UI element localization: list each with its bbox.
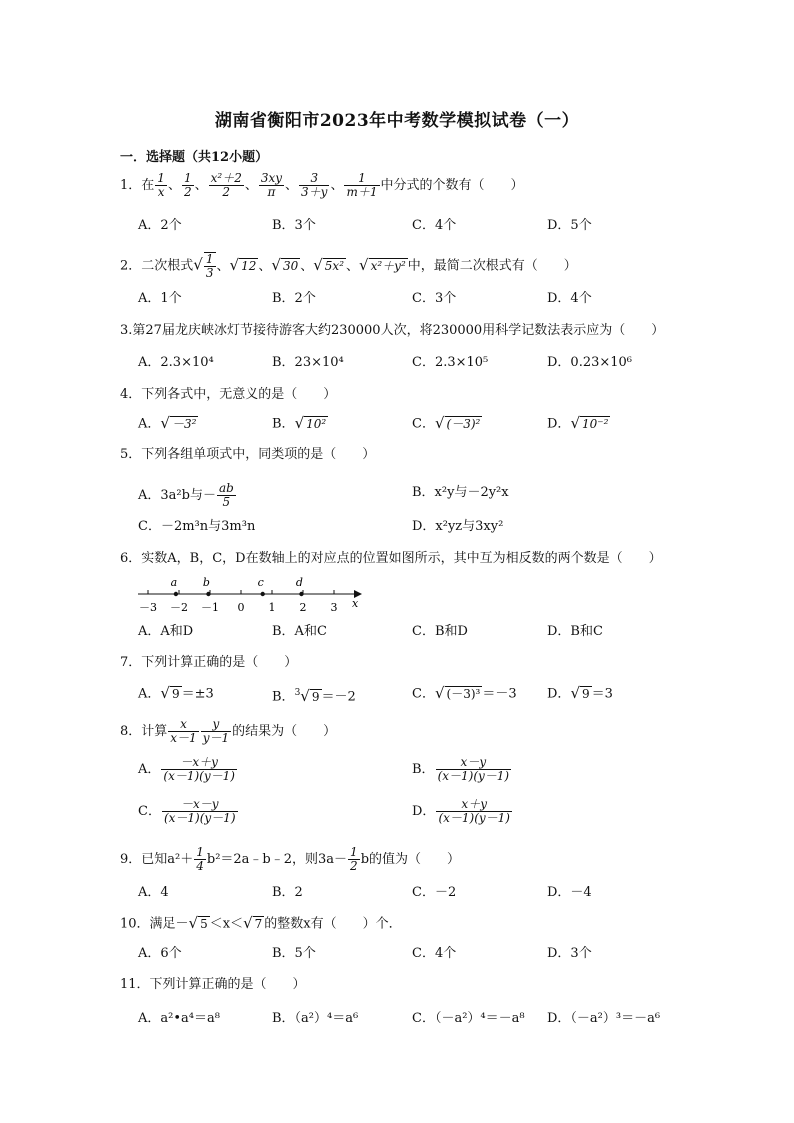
question-6: 6．实数A，B，C，D在数轴上的对应点的位置如图所示，其中互为相反数的两个数是（ ） [120, 551, 662, 566]
q1-fraction: $\frac{1}{m+1}$ [346, 171, 378, 199]
q1-fraction: $\frac{3}{3+y}$ [301, 171, 328, 199]
q2-stem: 中，最简二次根式有（ ） [407, 258, 577, 274]
q10-option-d[interactable]: D．3个 [547, 946, 592, 961]
q1-prefix: 在 [141, 178, 155, 193]
number-line-point-label: d [295, 576, 303, 589]
q4-option-c[interactable]: C．√ (－3)² [412, 414, 481, 432]
q2-radical: √ 5x² [313, 256, 345, 274]
separator: 、 [216, 258, 230, 274]
separator: 、 [244, 178, 258, 193]
q7-option-c[interactable]: C．√ (－3)³ ＝－3 [412, 684, 517, 702]
q8-option-c[interactable]: C． $\frac{-x-y}{(x-1)(y-1)}$ [138, 797, 236, 825]
q2-radical: √ 12 [229, 256, 257, 274]
number-line-axis-label: x [352, 597, 359, 610]
number-line-point [299, 592, 303, 596]
q2-option-c[interactable]: C．3个 [412, 291, 457, 306]
separator: 、 [285, 178, 299, 193]
q8-option-d[interactable]: D． $\frac{x+y}{(x-1)(y-1)}$ [412, 797, 510, 825]
q11-option-b[interactable]: B．（a²）⁴＝a⁶ [272, 1011, 359, 1026]
q3-option-a[interactable]: A．2.3×10⁴ [138, 355, 214, 370]
q1-fraction: $\frac{3xy}{\pi}$ [260, 171, 283, 199]
q5-option-b[interactable]: B．x²y与－2y²x [412, 485, 509, 500]
q4-option-d[interactable]: D．√ 10⁻² [547, 414, 609, 432]
q10-option-c[interactable]: C．4个 [412, 946, 457, 961]
number-line-point [206, 592, 210, 596]
section-heading: 一．选择题（共12小题） [120, 150, 269, 165]
q7-option-b[interactable]: B．$^3$√ 9 ＝－2 [272, 686, 356, 705]
q5-option-c[interactable]: C．－2m³n与3m³n [138, 519, 256, 534]
separator: 、 [330, 178, 344, 193]
q11-option-d[interactable]: D．（－a²）³＝－a⁶ [547, 1011, 661, 1026]
q9-option-d[interactable]: D．－4 [547, 885, 592, 900]
q2-number: 2． [120, 258, 142, 274]
q4-option-a[interactable]: A．√ －3² [138, 414, 197, 432]
number-line-point [261, 592, 265, 596]
q1-stem: 中分式的个数有（ ） [380, 178, 524, 193]
q5-option-d[interactable]: D．x²yz与3xy² [412, 519, 504, 534]
q2-radical: √ 30 [271, 256, 299, 274]
q6-option-c[interactable]: C．B和D [412, 624, 468, 639]
q2-radicals [216, 256, 408, 274]
question-11: 11．下列计算正确的是（ ） [120, 977, 306, 992]
question-4: 4．下列各式中，无意义的是（ ） [120, 387, 337, 402]
number-line-tick-label: 2 [299, 601, 307, 614]
number-line-tick-label: －1 [201, 601, 219, 614]
q7-option-d[interactable]: D．√ 9 ＝3 [547, 684, 613, 702]
separator: 、 [300, 258, 314, 274]
q5-option-a[interactable]: A．3a²b与－ $\frac{ab}{5}$ [138, 481, 234, 509]
number-line-point [174, 592, 178, 596]
number-line [132, 574, 372, 618]
number-line-point-label: c [257, 576, 264, 589]
q9-option-a[interactable]: A．4 [138, 885, 169, 900]
question-7: 7．下列计算正确的是（ ） [120, 655, 298, 670]
number-line-tick-label: 3 [330, 601, 338, 614]
q8-option-b[interactable]: B． $\frac{x-y}{(x-1)(y-1)}$ [412, 755, 510, 783]
q1-fraction: $\frac{1}{x}$ [157, 171, 165, 199]
q1-option-d[interactable]: D．5个 [547, 218, 592, 233]
q2-option-a[interactable]: A．1个 [138, 291, 182, 306]
q2-radical-1: √ $\frac{1}{3}$ [193, 252, 214, 280]
question-2 [120, 252, 577, 280]
q10-option-b[interactable]: B．5个 [272, 946, 316, 961]
q7-option-a[interactable]: A．√ 9 ＝±3 [138, 684, 214, 702]
q1-fraction: $\frac{1}{2}$ [183, 171, 192, 199]
q3-option-c[interactable]: C．2.3×10⁵ [412, 355, 489, 370]
number-line-point-label: b [202, 576, 210, 589]
q9-option-b[interactable]: B．2 [272, 885, 303, 900]
q9-option-c[interactable]: C．－2 [412, 885, 457, 900]
q6-option-d[interactable]: D．B和C [547, 624, 603, 639]
q10-option-a[interactable]: A．6个 [138, 946, 182, 961]
q1-option-b[interactable]: B．3个 [272, 218, 316, 233]
separator: 、 [194, 178, 208, 193]
q2-radical: √ x²＋y² [359, 256, 406, 274]
q1-option-a[interactable]: A．2个 [138, 218, 182, 233]
q2-prefix: 二次根式 [141, 258, 194, 274]
q11-option-c[interactable]: C．（－a²）⁴＝－a⁸ [412, 1011, 525, 1026]
separator: 、 [258, 258, 272, 274]
question-8: 8．计算 $\frac{x}{x-1}$ $\frac{y}{y-1}$ 的结果为（ ） [120, 717, 337, 745]
q6-option-b[interactable]: B．A和C [272, 624, 327, 639]
number-line-point-label: a [170, 576, 178, 589]
page-title: 湖南省衡阳市2023年中考数学模拟试卷（一） [214, 111, 580, 131]
q2-option-b[interactable]: B．2个 [272, 291, 316, 306]
question-9: 9．已知a²＋ $\frac{1}{4}$ b²＝2a﹣b﹣2，则3a－ $\frac{1}{2}$ b的值为（ ） [120, 845, 461, 873]
number-line-tick-label: 1 [268, 601, 276, 614]
q1-number: 1． [120, 178, 142, 193]
number-line-tick-label: －2 [170, 601, 188, 614]
number-line-tick-label: 0 [237, 601, 245, 614]
q6-option-a[interactable]: A．A和D [138, 624, 194, 639]
question-3: 3.第27届龙庆峡冰灯节接待游客大约230000人次，将230000用科学记数法表示应为（ ） [120, 323, 665, 338]
q3-option-b[interactable]: B．23×10⁴ [272, 355, 344, 370]
q11-option-a[interactable]: A．a²•a⁴＝a⁸ [138, 1011, 220, 1026]
q4-option-b[interactable]: B．√ 10² [272, 414, 327, 432]
q2-option-d[interactable]: D．4个 [547, 291, 592, 306]
q1-fractions [154, 171, 380, 199]
question-10: 10．满足－√ 5 ＜x＜√ 7 的整数x有（ ）个． [120, 914, 402, 932]
question-5: 5．下列各组单项式中，同类项的是（ ） [120, 447, 376, 462]
separator: 、 [167, 178, 181, 193]
q1-fraction: $\frac{\text{x²＋2}}{2}$ [210, 171, 242, 199]
q8-option-a[interactable]: A． $\frac{-x+y}{(x-1)(y-1)}$ [138, 755, 235, 783]
q3-option-d[interactable]: D．0.23×10⁶ [547, 355, 633, 370]
q1-option-c[interactable]: C．4个 [412, 218, 457, 233]
number-line-tick-label: －3 [139, 601, 157, 614]
question-1 [120, 172, 524, 199]
separator: 、 [346, 258, 360, 274]
